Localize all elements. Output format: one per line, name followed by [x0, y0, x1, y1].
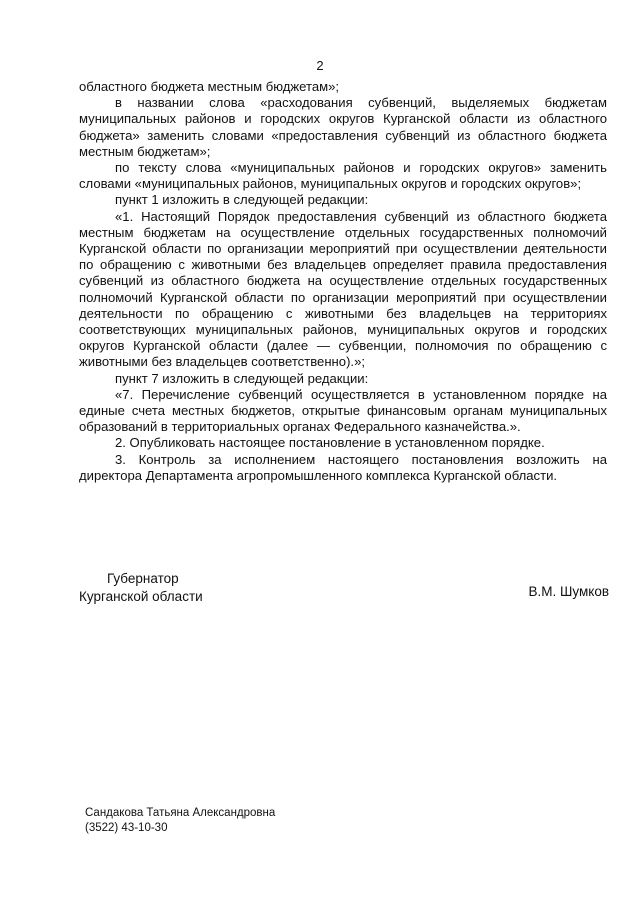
- paragraph: пункт 7 изложить в следующей редакции:: [115, 370, 369, 386]
- executor-phone: (3522) 43-10-30: [85, 822, 168, 834]
- signatory-position: Губернатор: [107, 571, 179, 586]
- signature-block: [79, 570, 609, 606]
- paragraph: пункт 1 изложить в следующей редакции:: [115, 192, 369, 208]
- executor-name: Сандакова Татьяна Александровна: [85, 807, 276, 819]
- paragraph: «7. Перечисление субвенций осуществляется в установленном порядке на единые счета местных бюджетов, открытые финансовым органам муниципальных образований в территориальных органах Федерального казначейства.».: [79, 386, 607, 435]
- document-body: [79, 79, 607, 484]
- paragraph: областного бюджета местным бюджетам»;: [79, 79, 340, 94]
- signatory-region: Курганской области: [79, 589, 203, 604]
- page-number: 2: [316, 58, 324, 73]
- signatory-name: В.М. Шумков: [528, 584, 609, 599]
- paragraph: в названии слова «расходования субвенций, выделяемых бюджетам муниципальных районов и городских округов Курганской области из областного бюджета» заменить словами «предоставления субвенций из областного бюджета местным бюджетам»;: [79, 95, 607, 159]
- paragraph: 3. Контроль за исполнением настоящего постановления возложить на директора Департамента агропромышленного комплекса Курганской области.: [79, 451, 607, 483]
- paragraph: «1. Настоящий Порядок предоставления субвенций из областного бюджета местным бюджетам на осуществление отдельных государственных полномочий Курганской области по организации мероприятий при осуществлении деятельности по обращению с животными без владельцев определяет правила предоставления субвенций из областного бюджета на осуществление отдельных государственных полномочий Курганской области по организации мероприятий при осуществлении деятельности по обращению с животными без владельцев на территориях соответствующих муниципальных районов, муниципальных округов и городских округов Курганской области (далее — субвенции, полномочия по обращению с животными без владельцев соответственно).»;: [79, 208, 607, 370]
- paragraph: 2. Опубликовать настоящее постановление в установленном порядке.: [115, 435, 545, 451]
- paragraph: по тексту слова «муниципальных районов и городских округов» заменить словами «муниципальных районов, муниципальных округов и городских округов»;: [79, 160, 607, 192]
- executor-block: [85, 806, 275, 836]
